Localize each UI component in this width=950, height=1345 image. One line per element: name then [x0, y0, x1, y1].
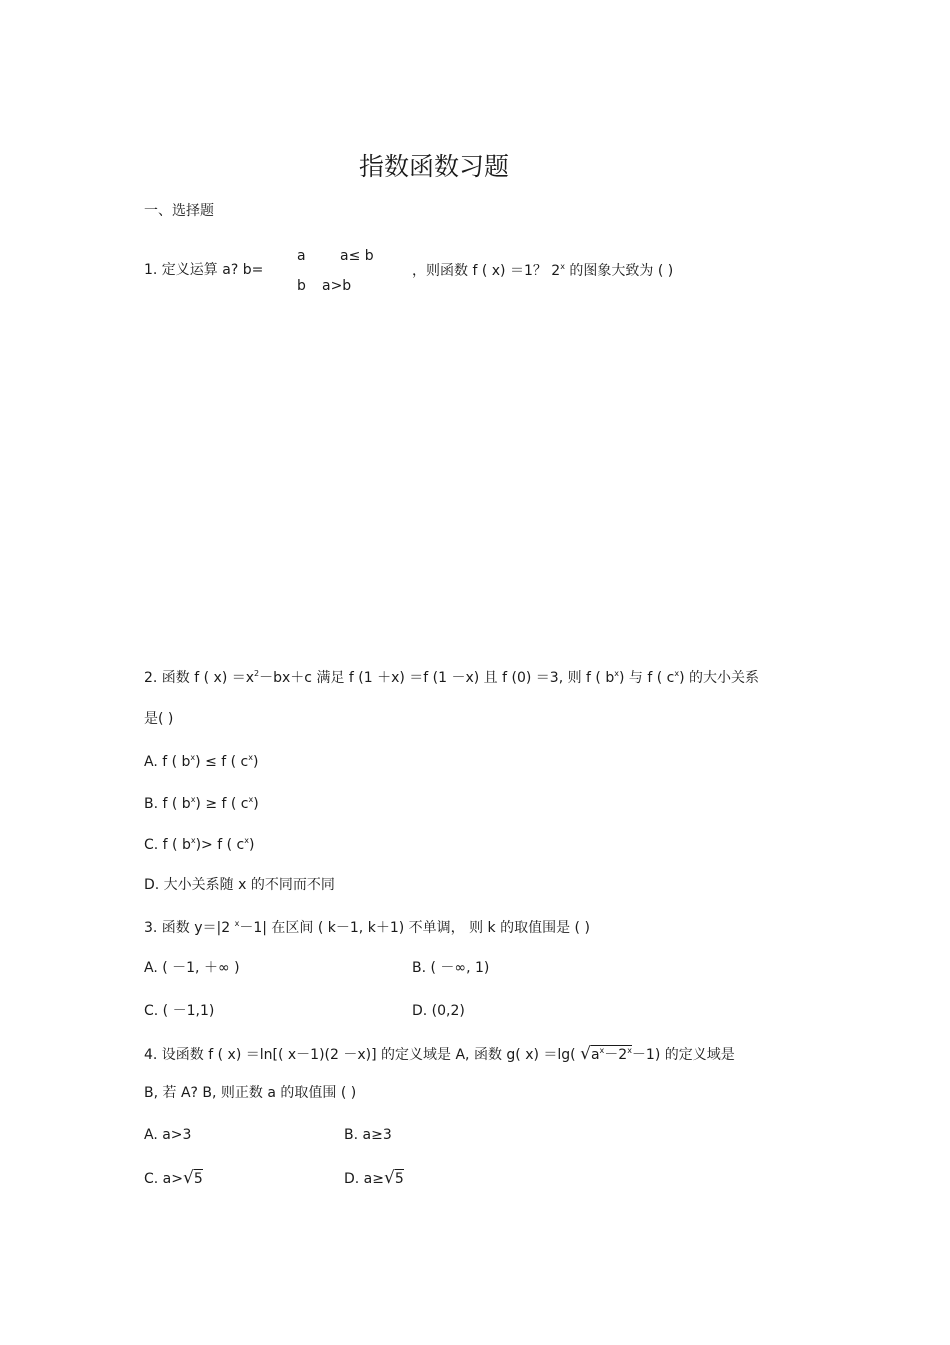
- q4-option-d: D. a≥√5: [344, 1168, 404, 1188]
- q4-option-b: B. a≥3: [344, 1127, 392, 1143]
- q3-stem: 3. 函数 y＝|2 $^x$－1| 在区间 ( k－1, k＋1) 不单调， 则 k 的取值围是 ( ): [144, 919, 590, 936]
- q2-stem-line2: 是( ): [144, 711, 174, 727]
- q2-option-d: D. 大小关系随 x 的不同而不同: [144, 877, 335, 893]
- q3-option-d: D. (0,2): [412, 1003, 465, 1019]
- sqrt-icon: √: [183, 1168, 194, 1188]
- q2-option-a: A. f ( $b^x) \le f$ ( $c^x$): [144, 753, 259, 770]
- sqrt-expression: $√a^x-2^x$: [580, 1044, 632, 1064]
- q1-prefix: 1. 定义运算 a? b=: [144, 262, 264, 278]
- q4-stem-line2: B, 若 A? B, 则正数 a 的取值围 ( ): [144, 1085, 357, 1101]
- section-heading: 一、选择题: [144, 203, 214, 219]
- q4-option-a: A. a>3: [144, 1127, 192, 1143]
- q4-stem-line1: 4. 设函数 f ( x) ＝ln[( x－1)(2 －x)] 的定义域是 A, 函数 g( x) ＝lg( $√a^x-2^x-1$) 的定义域是: [144, 1044, 735, 1064]
- sqrt-icon: √: [580, 1044, 591, 1064]
- q1-case1-cond: a≤ b: [340, 248, 374, 264]
- q4-option-c: C. a>√5: [144, 1168, 203, 1188]
- q3-option-a: A. ( －1, ＋∞ ): [144, 960, 240, 976]
- q2-stem-line1: 2. 函数 f ( $x) =x^2-bx+c$ 满足 f (1 ＋x) ＝f (1 －x) 且 f (0) ＝3, 则 f ( $b^x$) 与 f ( $c^x$) 的大小关系: [144, 669, 759, 686]
- q2-option-c: C. f ( $b^x)> f$ ( $c^x$): [144, 836, 255, 853]
- sqrt-icon: √: [384, 1168, 395, 1188]
- q1-case2-value: b: [297, 278, 306, 294]
- q1-case2-cond: a>b: [322, 278, 352, 294]
- q1-case1-value: a: [297, 248, 306, 264]
- q2-option-b: B. f ( $b^x) \ge f$ ( $c^x$): [144, 795, 259, 812]
- q3-option-c: C. ( －1,1): [144, 1003, 215, 1019]
- q1-suffix: ，则函数 f ( x) ＝1？ 2$^x$ 的图象大致为 ( ): [412, 262, 674, 279]
- q3-option-b: B. ( －∞, 1): [412, 960, 490, 976]
- page-title: 指数函数习题: [359, 152, 510, 181]
